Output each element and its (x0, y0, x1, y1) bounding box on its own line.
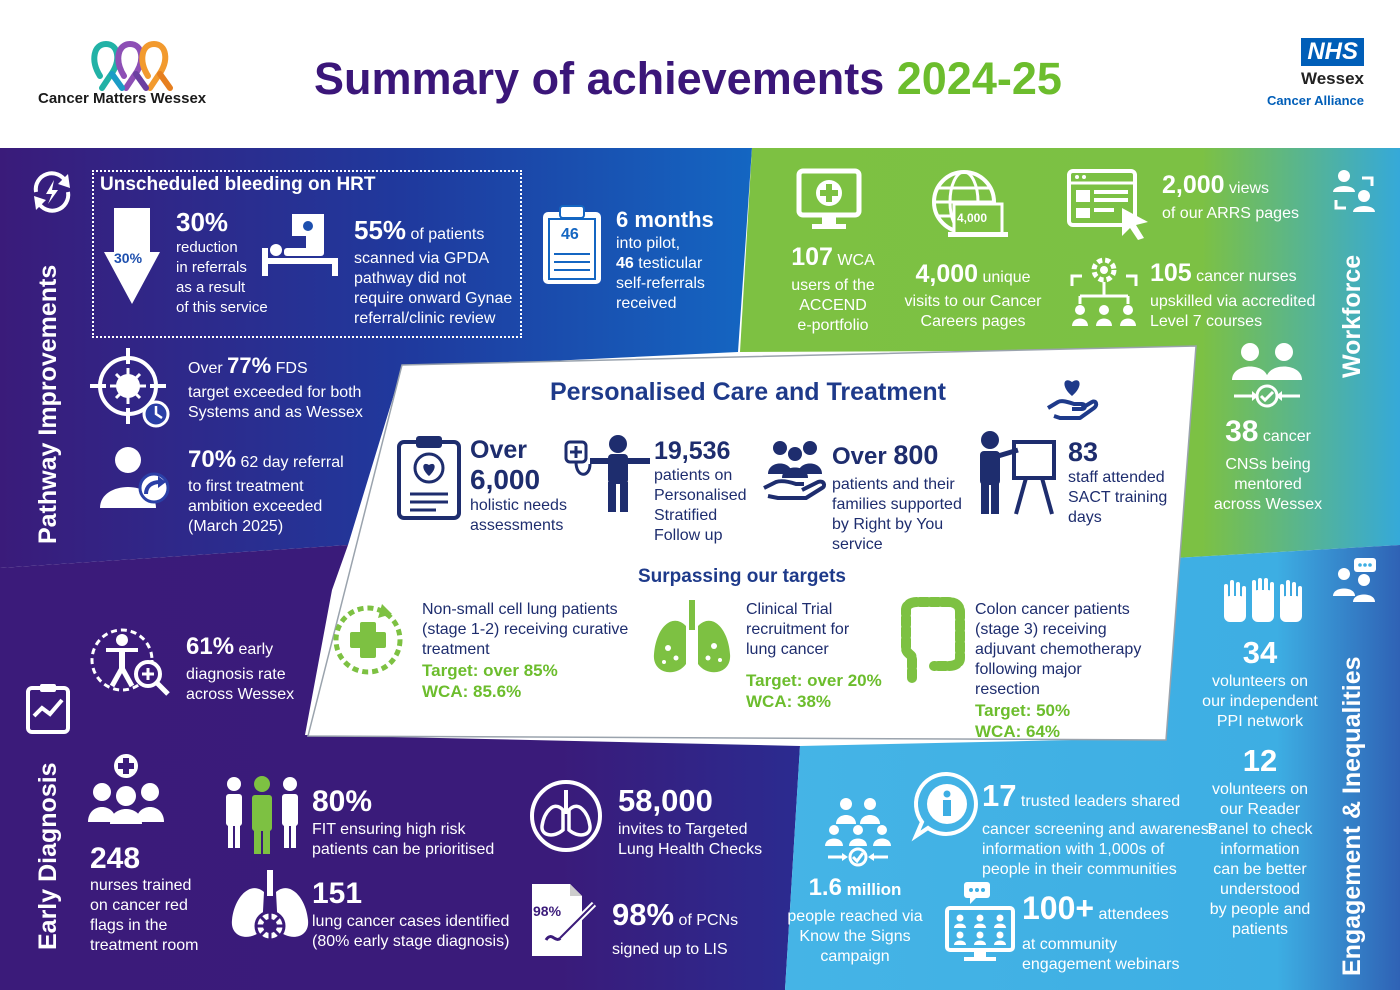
stat-wca-users (778, 242, 888, 336)
stat-number: 34 (1242, 635, 1278, 670)
target-wca: WCA: 38% (746, 692, 832, 711)
refresh-bolt-icon (28, 168, 76, 216)
nhs-org: Wessex (1300, 69, 1364, 88)
stat-number: 19,536 (654, 437, 731, 465)
stat-post: WCA (832, 252, 875, 269)
stat-line: to first treatment (188, 478, 304, 495)
stat-line: assessments (470, 517, 564, 534)
stat-testicular-pilot (616, 206, 714, 314)
stat-number: 107 (791, 243, 833, 271)
stat-line: PPI network (1216, 713, 1304, 730)
stat-post: cancer (1258, 428, 1311, 445)
stat-cns-mentored (1200, 414, 1336, 515)
stat-line: self-referrals (616, 275, 705, 292)
stat-post: FDS (271, 360, 308, 377)
stat-line: Follow up (654, 527, 723, 544)
stat-line: Personalised (654, 487, 747, 504)
stat-line: information with 1,000s of (982, 841, 1165, 858)
clipboard-heart-icon (396, 434, 462, 520)
stat-line: Lung Health Checks (618, 841, 763, 858)
crowd-reach-icon (822, 796, 894, 866)
stat-line: signed up to LIS (612, 941, 728, 958)
stat-line: patients (1231, 921, 1289, 938)
target-line: lung cancer (746, 641, 829, 658)
stat-line: patients on (654, 467, 733, 484)
info-bubble-icon (912, 770, 982, 840)
stat-line: of this service (176, 299, 268, 316)
stat-line: pathway did not (354, 270, 467, 287)
stat-arrs-views (1162, 170, 1299, 224)
stat-line: flags in the (90, 917, 168, 934)
stat-line: staff attended (1068, 469, 1165, 486)
doctor-stethoscope-icon (560, 434, 650, 514)
target-line: treatment (422, 641, 490, 658)
target-clinical-trial (746, 600, 882, 712)
target-goal: Target: over 85% (422, 661, 558, 680)
targets-title: Surpassing our targets (638, 566, 846, 587)
target-nsclc (422, 600, 628, 702)
stat-number: 12 (1242, 743, 1278, 778)
stat-line: upskilled via accredited (1150, 293, 1316, 310)
stat-line: people reached via (787, 908, 923, 925)
stat-number: 1.6 (808, 874, 842, 901)
webinar-icon (944, 880, 1016, 962)
stat-line: reduction (176, 239, 238, 256)
nhs-logo (1262, 38, 1366, 114)
stat-line: cancer screening and awareness (982, 821, 1217, 838)
stat-line: users of the (791, 277, 875, 294)
stat-line: holistic needs (470, 497, 567, 514)
stat-line: require onward Gynae (354, 290, 513, 307)
stat-lead: of patients (406, 226, 485, 243)
stat-line: target exceeded for both (188, 384, 362, 401)
stat-line: engagement webinars (1022, 956, 1180, 973)
stat-number: 80% (312, 785, 373, 818)
target-goal: Target: over 20% (746, 671, 882, 690)
stat-line: FIT ensuring high risk (312, 821, 466, 838)
clipboard-chart-icon (24, 682, 72, 736)
stat-line: Panel to check (1207, 821, 1313, 838)
document-badge: 98% (533, 903, 562, 919)
stat-pre: Over (188, 360, 228, 377)
stat-follow-up (654, 436, 747, 546)
stat-line: information (1220, 841, 1300, 858)
stat-line: Know the Signs (799, 928, 911, 945)
stat-careers-visits (898, 260, 1048, 332)
lung-virus-icon (230, 868, 310, 954)
stat-know-the-signs (786, 872, 924, 967)
stat-post: million (841, 880, 902, 899)
medical-team-icon (86, 752, 166, 824)
page-title (314, 52, 1062, 106)
stat-holistic-needs (470, 436, 567, 536)
title-main: Summary of achievements (314, 53, 885, 104)
stat-post: trusted leaders shared (1016, 793, 1181, 810)
lungs-circle-icon (528, 778, 604, 854)
fit-people-icon (222, 776, 302, 856)
clipboard-icon (540, 204, 604, 286)
target-line: Clinical Trial (746, 601, 833, 618)
stat-line: understood (1219, 881, 1301, 898)
stat-line: Careers pages (920, 313, 1026, 330)
stat-line: by people and (1209, 901, 1311, 918)
stat-line: across Wessex (186, 686, 295, 703)
stat-line: volunteers on (1211, 781, 1309, 798)
stat-line: service (832, 536, 883, 553)
stat-number: 30% (176, 207, 229, 237)
stat-number: 61% (186, 633, 235, 660)
stat-line: at community (1022, 936, 1118, 953)
target-goal: Target: 50% (975, 701, 1071, 720)
stat-line: by Right by You (832, 516, 944, 533)
stat-number: 151 (312, 877, 363, 910)
target-line: recruitment for (746, 621, 850, 638)
stat-line: ambition exceeded (188, 498, 323, 515)
stat-line: invites to Targeted (618, 821, 748, 838)
stat-line: ACCEND (799, 297, 867, 314)
stat-post: attendees (1094, 906, 1169, 923)
stat-early-diagnosis (186, 632, 294, 705)
stat-line: Stratified (654, 507, 718, 524)
stat-line: lung cancer cases identified (312, 913, 510, 930)
stat-number: 17 (982, 778, 1017, 813)
stat-bold: 46 (616, 255, 634, 272)
green-cross-refresh-icon (330, 600, 406, 676)
stat-trusted-leaders (982, 778, 1217, 880)
stat-number: 6,000 (470, 464, 541, 495)
stat-number: 2,000 (1162, 171, 1225, 199)
stat-line: visits to our Cancer (904, 293, 1042, 310)
stat-fit (312, 784, 494, 860)
target-line: Non-small cell lung patients (422, 601, 618, 618)
stat-nurses-upskilled (1150, 258, 1315, 332)
clipboard-number: 46 (561, 226, 579, 243)
stat-line: CNSs being (1225, 456, 1311, 473)
family-hand-icon (762, 438, 828, 502)
people-exchange-icon (1330, 168, 1378, 216)
stat-number: 4,000 (915, 260, 979, 288)
green-colon-icon (898, 598, 966, 682)
stat-post: cancer nurses (1191, 268, 1297, 285)
stat-line: into pilot, (616, 235, 681, 252)
raised-hands-icon (1220, 578, 1306, 626)
mentoring-icon (1230, 342, 1304, 408)
stat-number: 77% (227, 353, 272, 378)
green-lungs-icon (650, 598, 734, 678)
section-label-workforce: Workforce (1338, 254, 1366, 378)
stat-line (616, 254, 714, 274)
person-arrow-icon (98, 446, 172, 510)
stat-lung-cases (312, 876, 509, 952)
section-label-engagement: Engagement & Inequalities (1338, 656, 1366, 976)
scanner-bed-icon (262, 212, 342, 278)
stat-ppi-volunteers (1194, 634, 1326, 732)
org-gear-icon (1068, 256, 1140, 328)
stat-number: 83 (1068, 437, 1099, 467)
nhs-sub: Cancer Alliance (1266, 93, 1364, 108)
stat-line: treatment room (90, 937, 199, 954)
stat-line: across Wessex (1213, 496, 1323, 513)
stat-line: as a result (176, 279, 246, 296)
section-label-pathway: Pathway Improvements (34, 264, 62, 544)
stat-post: unique (978, 269, 1031, 286)
stat-line: of our ARRS pages (1162, 205, 1299, 222)
screen-badge: 4,000 (957, 211, 988, 225)
stat-number: 105 (1150, 259, 1192, 287)
target-wca: WCA: 85.6% (422, 682, 522, 701)
target-wca: WCA: 64% (975, 722, 1061, 741)
logo-text: Cancer Matters Wessex (38, 90, 207, 107)
stat-line: days (1068, 509, 1102, 526)
stat-line: our independent (1202, 693, 1318, 710)
stat-line: in referrals (176, 259, 247, 276)
target-line: Colon cancer patients (975, 601, 1130, 618)
stat-line: scanned via GPDA (354, 250, 490, 267)
arrow-percent: 30% (114, 250, 143, 266)
stat-pre: Over (832, 443, 894, 470)
stat-line: campaign (820, 948, 890, 965)
browser-click-icon (1066, 168, 1152, 240)
stat-line: e-portfolio (797, 317, 869, 334)
monitor-plus-icon (796, 168, 862, 232)
target-line: following major (975, 661, 1082, 678)
stat-number: 248 (90, 842, 141, 875)
stat-line: (March 2025) (188, 518, 284, 535)
stat-nurses-trained (90, 842, 198, 956)
stat-line: on cancer red (90, 897, 188, 914)
stat-pcns (612, 896, 738, 960)
stat-line: can be better (1213, 861, 1307, 878)
stat-line: Systems and as Wessex (188, 404, 363, 421)
target-colon (975, 600, 1141, 742)
stat-line: patients and their (832, 476, 955, 493)
stat-number: Over (470, 436, 527, 464)
stat-sact-training (1068, 436, 1167, 528)
personalised-title: Personalised Care and Treatment (550, 378, 946, 406)
stat-number: 55% (354, 215, 407, 245)
stat-line: families supported (832, 496, 962, 513)
stat-post: of PCNs (674, 912, 739, 929)
target-line: resection (975, 681, 1040, 698)
stat-number: 98% (612, 897, 675, 932)
stat-number: 70% (188, 446, 237, 473)
stat-line: nurses trained (90, 877, 192, 894)
stat-number: 38 (1225, 415, 1259, 448)
stat-line: people in their communities (982, 861, 1177, 878)
target-virus-icon (90, 348, 172, 430)
stat-line: mentored (1234, 476, 1302, 493)
stat-number: 800 (893, 440, 939, 470)
person-search-icon (88, 626, 172, 698)
presenter-board-icon (974, 430, 1058, 516)
people-chat-icon (1330, 556, 1378, 604)
stat-post: early (234, 641, 274, 658)
nhs-badge: NHS (1301, 38, 1364, 66)
stat-referral-reduction (176, 206, 268, 318)
section-label-early: Early Diagnosis (34, 762, 62, 950)
stat-line: volunteers on (1211, 673, 1309, 690)
stat-number: 100+ (1022, 890, 1095, 926)
stat-number: 6 months (616, 207, 714, 232)
stat-number: 58,000 (618, 783, 713, 818)
stat-webinars (1022, 888, 1179, 975)
cancer-matters-logo (36, 38, 236, 110)
stat-right-by-you (832, 440, 962, 555)
stat-post: views (1224, 180, 1270, 197)
target-line: (stage 3) receiving (975, 621, 1107, 638)
stat-fds (188, 352, 363, 423)
stat-line: referral/clinic review (354, 310, 496, 327)
title-year: 2024-25 (896, 53, 1062, 104)
document-pen-icon (526, 880, 602, 960)
stat-line: (80% early stage diagnosis) (312, 933, 510, 950)
stat-line: received (616, 295, 677, 312)
target-line: adjuvant chemotherapy (975, 641, 1142, 658)
stat-gpda-scans (354, 216, 512, 329)
stat-line: Level 7 courses (1150, 313, 1263, 330)
stat-62-day (188, 446, 344, 537)
hrt-title: Unscheduled bleeding on HRT (100, 174, 376, 195)
globe-laptop-icon (928, 170, 1010, 240)
target-line: (stage 1-2) receiving curative (422, 621, 629, 638)
stat-line: patients can be prioritised (312, 841, 495, 858)
stat-line: diagnosis rate (186, 666, 286, 683)
heart-hand-icon (1046, 372, 1098, 422)
stat-line: our Reader (1219, 801, 1301, 818)
stat-post: 62 day referral (236, 454, 344, 471)
stat-text: testicular (633, 255, 703, 272)
stat-line: SACT training (1068, 489, 1168, 506)
stat-tlhc (618, 782, 762, 860)
